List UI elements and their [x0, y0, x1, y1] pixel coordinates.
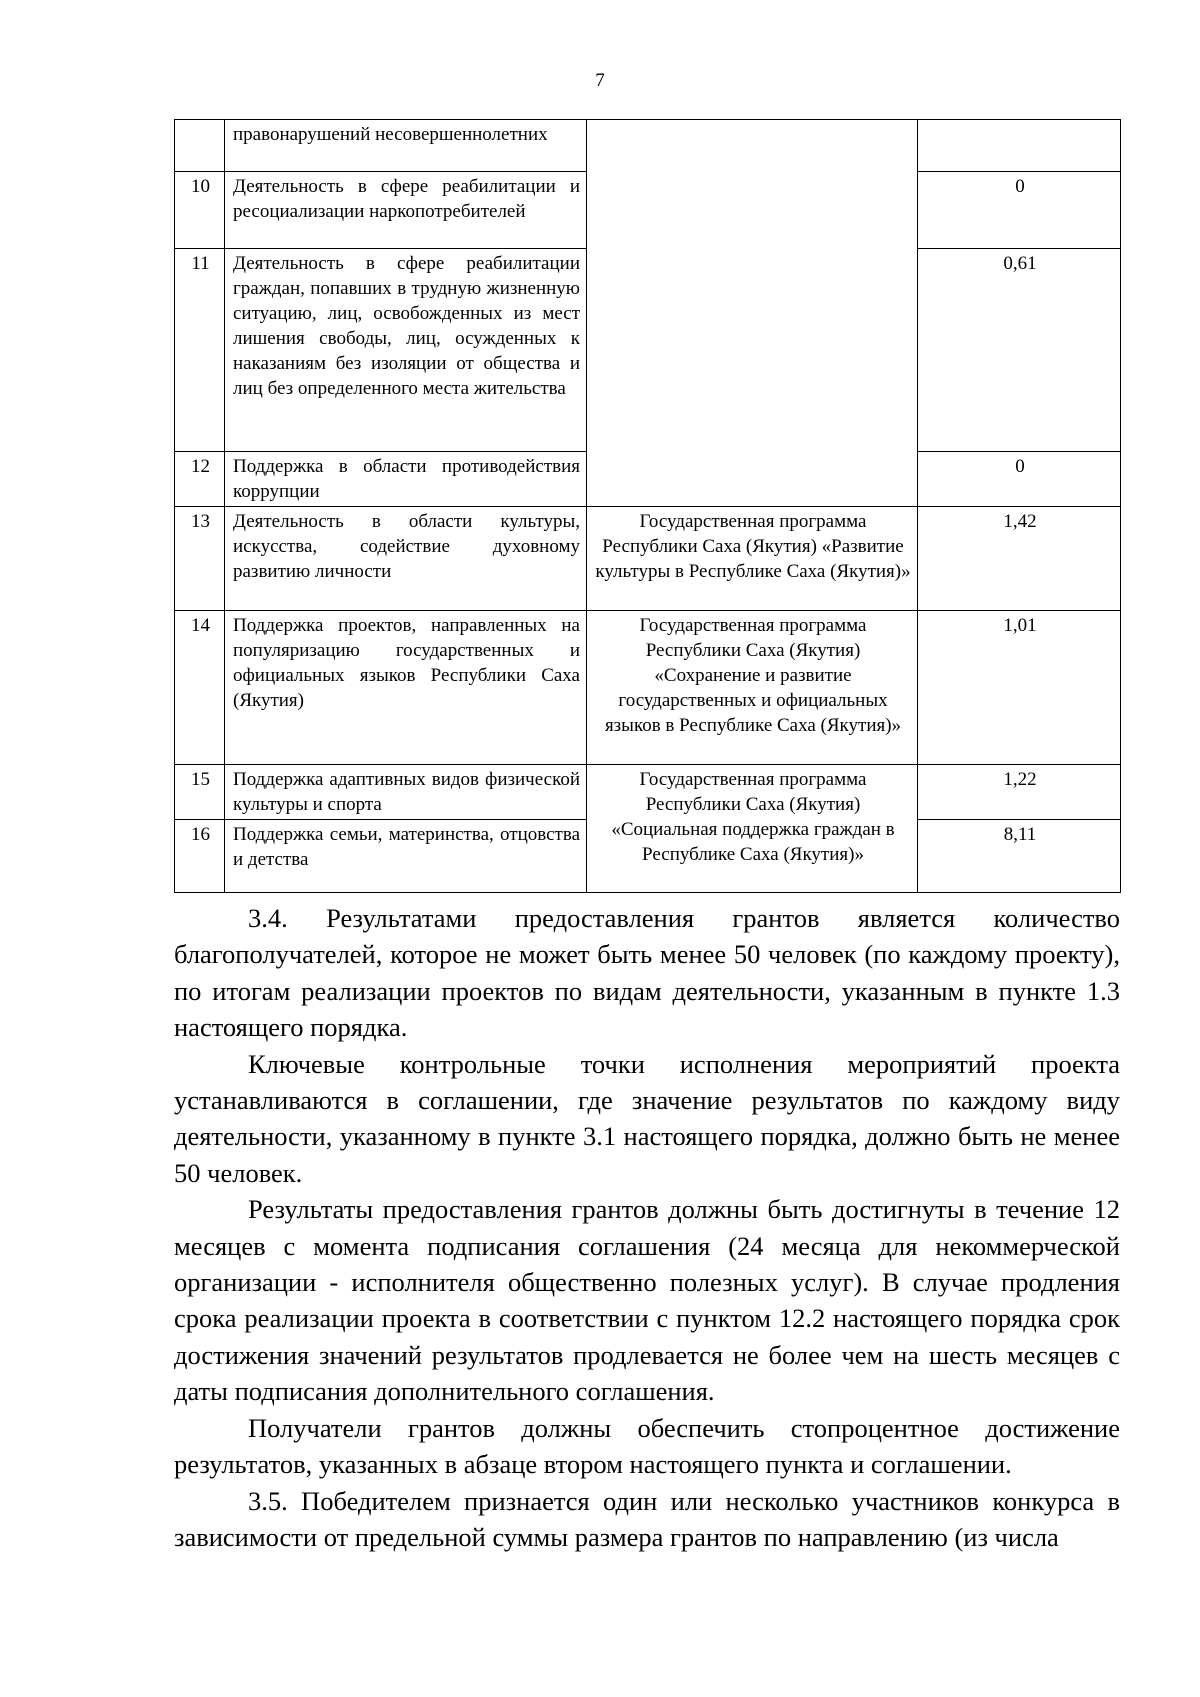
row-number: 16 — [175, 820, 225, 893]
value-cell: 1,22 — [918, 765, 1121, 820]
paragraph: 3.4. Результатами предоставления грантов является количество благополучателей, которое не может быть менее 50 человек (по каждому проекту), по итогам реализации проектов по видам деятельности, указанным в пункте 1.3 настоящего порядка. — [174, 903, 1120, 1043]
table-row — [175, 120, 1121, 172]
row-number: 10 — [175, 172, 225, 249]
program-cell: Государственная программа Республики Саха (Якутия) «Социальная поддержка граждан в Республике Саха (Якутия)» — [587, 765, 918, 893]
row-number — [175, 120, 225, 172]
body-text — [174, 900, 1120, 1555]
program-cell-empty — [587, 120, 918, 507]
activity-cell: Поддержка семьи, материнства, отцовства и детства — [225, 820, 587, 893]
row-number: 15 — [175, 765, 225, 820]
row-number: 12 — [175, 452, 225, 507]
program-cell: Государственная программа Республики Саха (Якутия) «Сохранение и развитие государственных и официальных языков в Республике Саха (Якутия)» — [587, 611, 918, 765]
paragraph: Результаты предоставления грантов должны быть достигнуты в течение 12 месяцев с момента подписания соглашения (24 месяца для некоммерческой организации - исполнителя общественно полезных услуг). В случае продления срока реализации проекта в соответствии с пунктом 12.2 настоящего порядка срок достижения значений результатов продлевается не более чем на шесть месяцев с даты подписания дополнительного соглашения. — [174, 1194, 1120, 1407]
activity-cell: Деятельность в сфере реабилитации и ресоциализации наркопотребителей — [225, 172, 587, 249]
grants-table — [174, 119, 1121, 893]
row-number: 14 — [175, 611, 225, 765]
activity-cell: Поддержка адаптивных видов физической культуры и спорта — [225, 765, 587, 820]
activity-cell: правонарушений несовершеннолетних — [225, 120, 587, 172]
page-number: 7 — [595, 70, 605, 91]
paragraph: Ключевые контрольные точки исполнения мероприятий проекта устанавливаются в соглашении, где значение результатов по каждому виду деятельности, указанному в пункте 3.1 настоящего порядка, должно быть не менее 50 человек. — [174, 1048, 1120, 1188]
paragraph: 3.5. Победителем признается один или несколько участников конкурса в зависимости от предельной суммы размера грантов по направлению (из числа — [174, 1485, 1120, 1552]
activity-cell: Поддержка в области противодействия коррупции — [225, 452, 587, 507]
row-number: 13 — [175, 507, 225, 611]
value-cell: 1,01 — [918, 611, 1121, 765]
value-cell: 8,11 — [918, 820, 1121, 893]
value-cell: 0,61 — [918, 249, 1121, 452]
program-cell: Государственная программа Республики Саха (Якутия) «Развитие культуры в Республике Саха (Якутия)» — [587, 507, 918, 611]
value-cell: 1,42 — [918, 507, 1121, 611]
paragraph: Получатели грантов должны обеспечить стопроцентное достижение результатов, указанных в абзаце втором настоящего пункта и соглашении. — [174, 1412, 1120, 1480]
activity-cell: Деятельность в области культуры, искусства, содействие духовному развитию личности — [225, 507, 587, 611]
table-row — [175, 611, 1121, 765]
table-row — [175, 507, 1121, 611]
value-cell: 0 — [918, 172, 1121, 249]
activity-cell: Деятельность в сфере реабилитации граждан, попавших в трудную жизненную ситуацию, лиц, освобожденных из мест лишения свободы, лиц, осужденных к наказаниям без изоляции от общества и лиц без определенного места жительства — [225, 249, 587, 452]
activity-cell: Поддержка проектов, направленных на популяризацию государственных и официальных языков Республики Саха (Якутия) — [225, 611, 587, 765]
value-cell: 0 — [918, 452, 1121, 507]
value-cell — [918, 120, 1121, 172]
table-row — [175, 765, 1121, 820]
row-number: 11 — [175, 249, 225, 452]
